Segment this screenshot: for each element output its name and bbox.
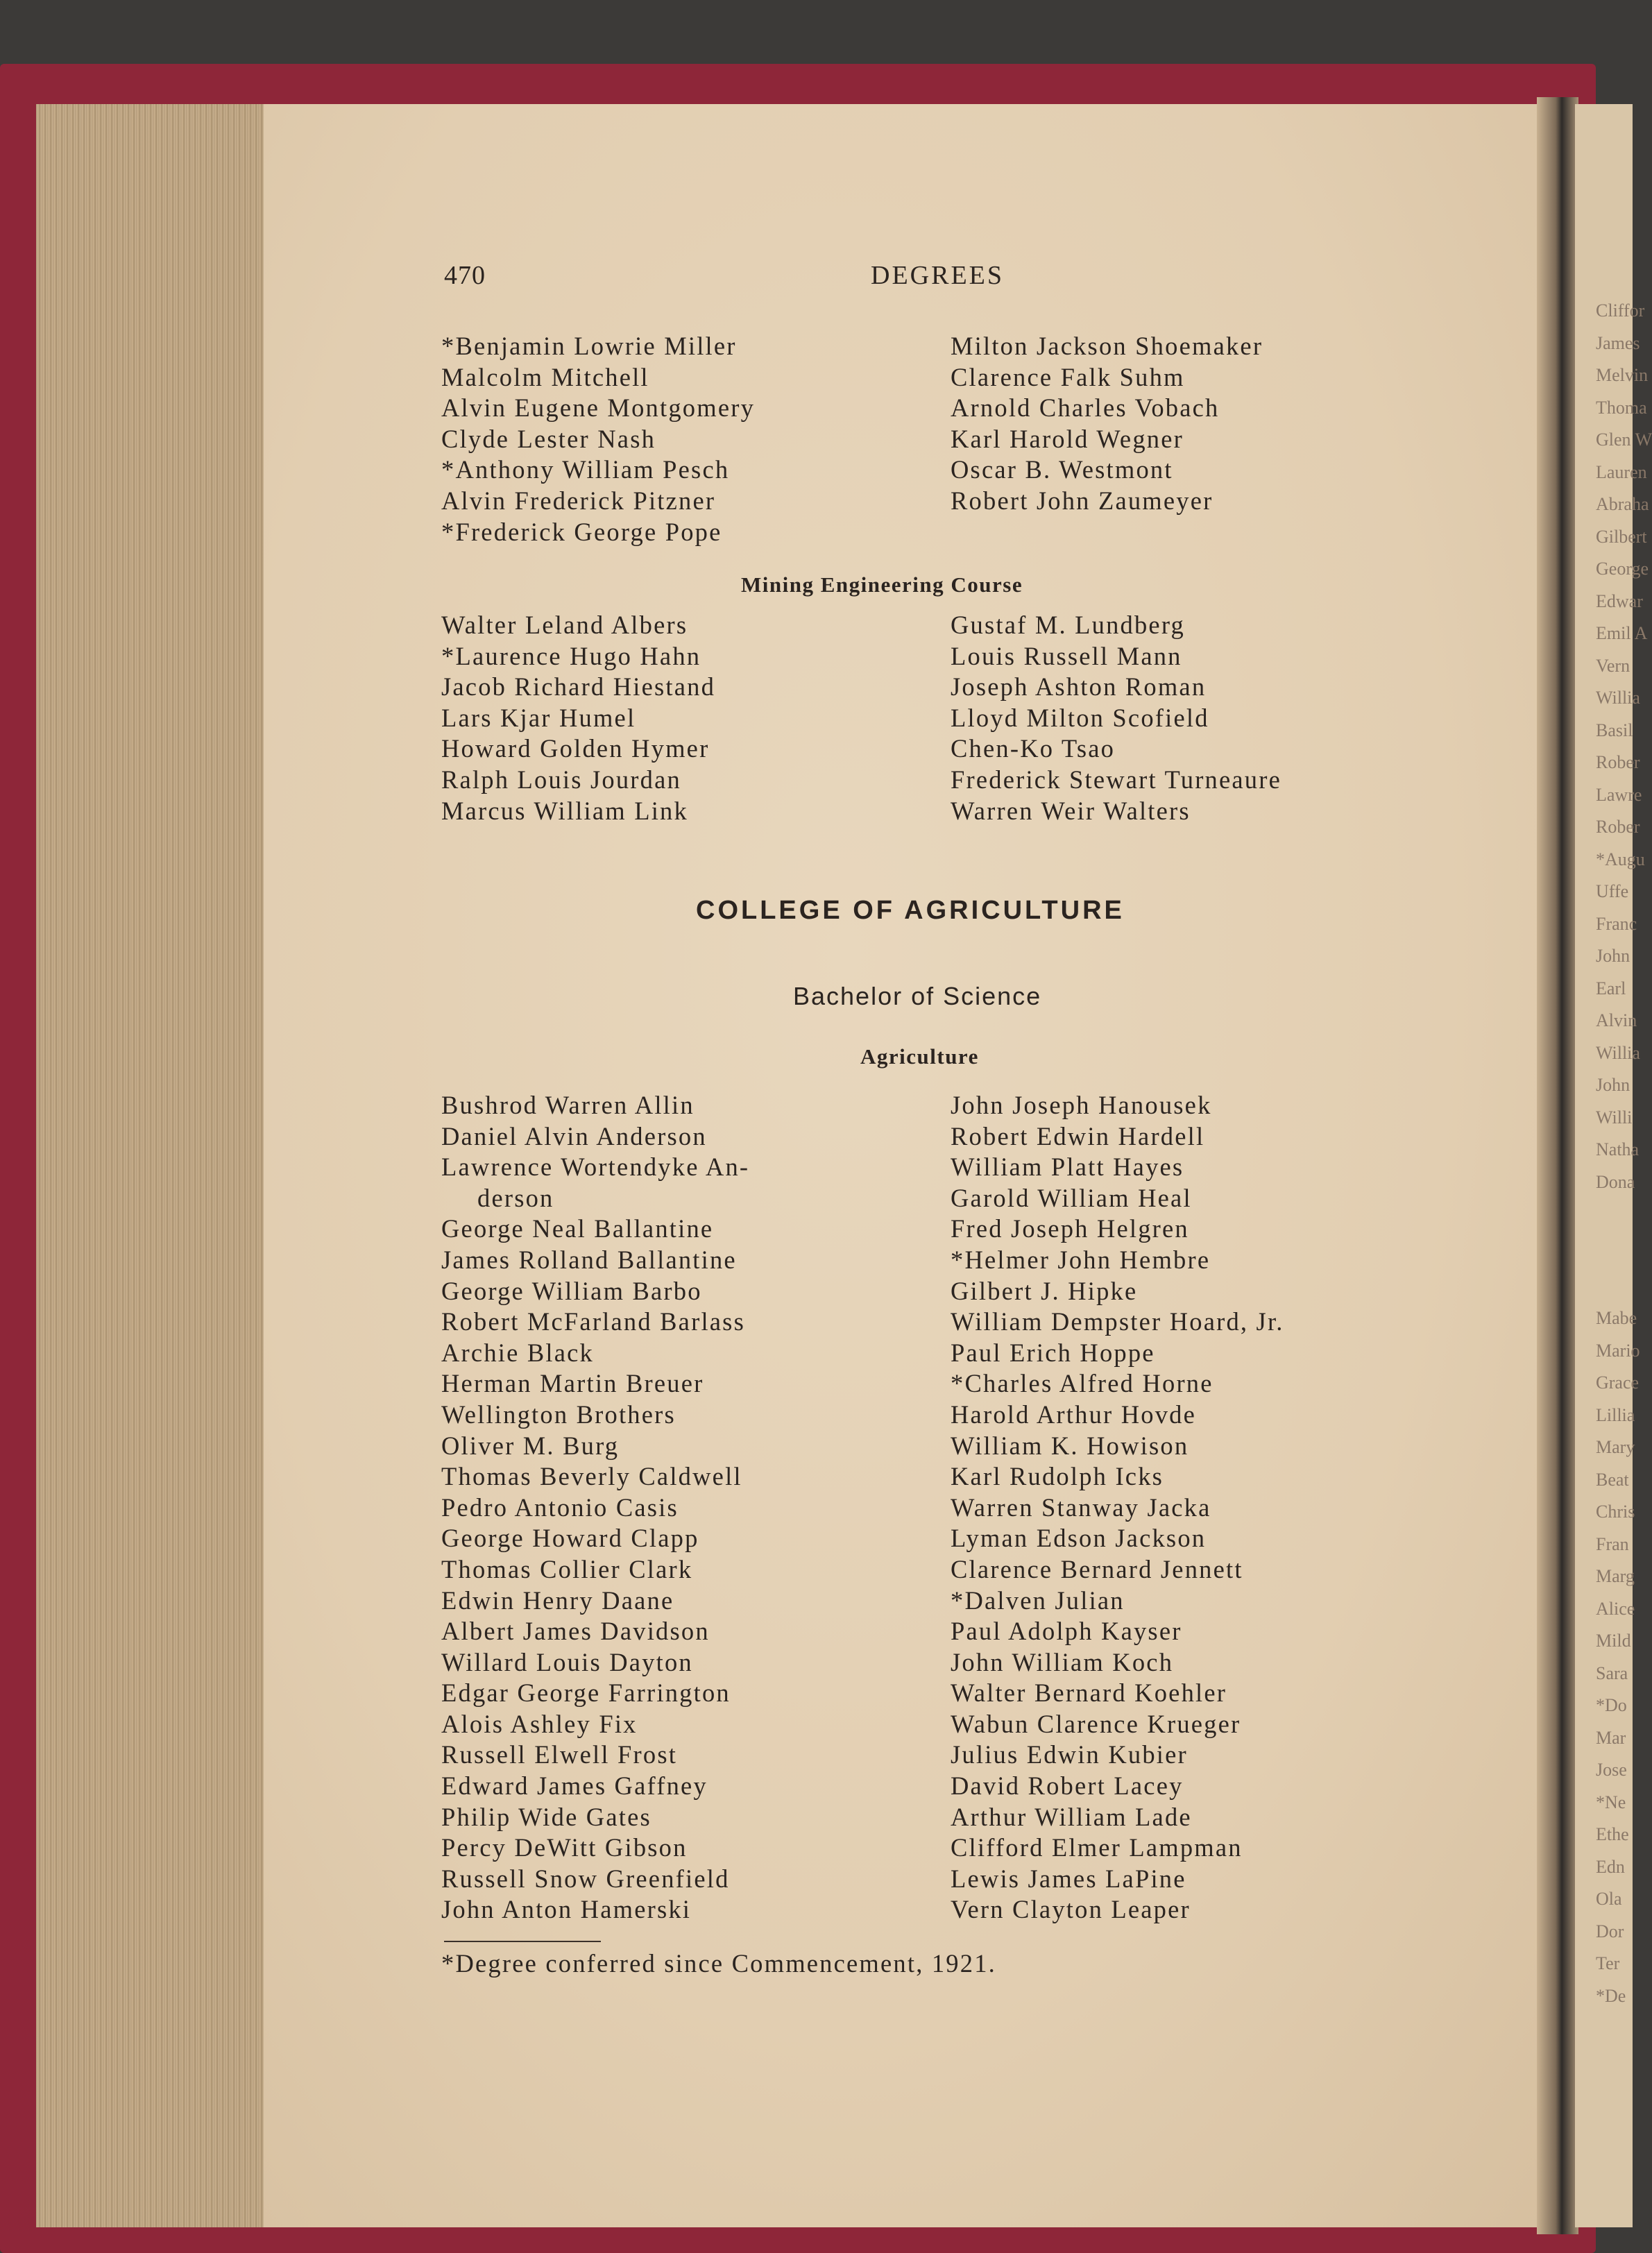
fragment-text: Alice [1596,1598,1635,1619]
fragment-text: Mabe [1596,1308,1637,1328]
fragment-text: Marg [1596,1566,1635,1586]
graduate-name: Wabun Clarence Krueger [951,1709,1241,1738]
fragment-text: Ter [1596,1953,1620,1973]
graduate-name: Walter Bernard Koehler [951,1678,1227,1708]
graduate-name: William K. Howison [951,1431,1189,1460]
degree-title: Bachelor of Science [793,982,1042,1010]
graduate-name: Frederick Stewart Turneaure [951,765,1282,794]
section-heading: Mining Engineering Course [741,572,1023,597]
graduate-name: Julius Edwin Kubier [951,1740,1188,1769]
fragment-text: John [1596,1075,1630,1095]
graduate-name: Milton Jackson Shoemaker [951,332,1263,360]
graduate-name: John Joseph Hanousek [951,1091,1212,1119]
graduate-name: Russell Elwell Frost [441,1740,678,1769]
graduate-name: Warren Weir Walters [951,796,1191,825]
fragment-text: John [1596,946,1630,966]
graduate-name: Oliver M. Burg [441,1431,620,1460]
graduate-name: Clifford Elmer Lampman [951,1833,1243,1862]
graduate-name: Lars Kjar Humel [441,703,636,732]
fragment-text: *Do [1596,1695,1627,1715]
graduate-name: John William Koch [951,1647,1174,1676]
name-column [441,610,715,826]
fragment-text: Cliffor [1596,300,1645,321]
fragment-text: Gilbert [1596,526,1647,547]
graduate-name: Lawrence Wortendyke An- [441,1153,750,1182]
fragment-text: Mario [1596,1340,1640,1361]
graduate-name: Lewis James LaPine [951,1864,1186,1893]
page-edges [36,104,273,2227]
fragment-text: Natha [1596,1139,1640,1159]
fragment-text: Abraha [1596,494,1649,514]
graduate-name: Garold William Heal [951,1183,1192,1212]
graduate-name: Warren Stanway Jacka [951,1493,1211,1522]
fragment-text: Emil A [1596,623,1648,643]
graduate-name: Joseph Ashton Roman [951,672,1207,702]
fragment-text: Willia [1596,1042,1640,1063]
graduate-name: Louis Russell Mann [951,641,1182,670]
graduate-name: *Dalven Julian [951,1585,1125,1615]
graduate-name: Ralph Louis Jourdan [441,765,681,794]
graduate-name: Alois Ashley Fix [441,1709,638,1738]
graduate-name: Marcus William Link [441,796,688,825]
graduate-name: *Helmer John Hembre [951,1245,1211,1274]
graduate-name: William Dempster Hoard, Jr. [951,1307,1284,1336]
fragment-text: James [1596,332,1640,353]
graduate-name: Clyde Lester Nash [441,424,656,453]
graduate-name: Philip Wide Gates [441,1802,652,1831]
graduate-name: Howard Golden Hymer [441,734,710,763]
footnote-rule [444,1941,601,1942]
fragment-text: Earl [1596,978,1626,998]
fragment-text: *De [1596,1985,1626,2006]
graduate-name: Gilbert J. Hipke [951,1276,1138,1305]
graduate-name: Robert John Zaumeyer [951,486,1214,515]
fragment-text: Grace [1596,1372,1640,1393]
graduate-name: Archie Black [441,1338,594,1367]
fragment-text: Mild [1596,1631,1631,1651]
page-number: 470 [444,261,486,290]
fragment-text: Dona [1596,1171,1635,1192]
fragment-text: Ethe [1596,1824,1629,1844]
fragment-text: Jose [1596,1760,1627,1780]
graduate-name: *Frederick George Pope [441,517,722,546]
fragment-text: Lillia [1596,1404,1635,1425]
fragment-text: Lauren [1596,461,1647,482]
running-head: DEGREES [871,261,1004,290]
fragment-text: Glen W [1596,430,1652,450]
fragment-text: Sara [1596,1663,1628,1683]
fragment-text: *Ne [1596,1792,1626,1812]
graduate-name: Herman Martin Breuer [441,1369,704,1398]
fragment-text: Beat [1596,1469,1629,1490]
fragment-text: Vern [1596,655,1630,676]
graduate-name: Lloyd Milton Scofield [951,703,1209,732]
fragment-text: Uffe [1596,881,1629,901]
graduate-name: Albert James Davidson [441,1617,710,1646]
fragment-text: Franc [1596,913,1637,934]
graduate-name: Jacob Richard Hiestand [441,672,716,702]
graduate-name: Clarence Bernard Jennett [951,1554,1243,1583]
graduate-name: *Charles Alfred Horne [951,1369,1214,1398]
graduate-name: James Rolland Ballantine [441,1245,737,1274]
graduate-name: Karl Rudolph Icks [951,1462,1164,1491]
fragment-text: Fran [1596,1533,1629,1554]
graduate-name: Pedro Antonio Casis [441,1493,679,1522]
graduate-name: Arthur William Lade [951,1802,1192,1831]
graduate-name: *Anthony William Pesch [441,455,730,484]
graduate-name: Gustaf M. Lundberg [951,611,1185,639]
graduate-name: Karl Harold Wegner [951,424,1184,453]
graduate-name: Paul Erich Hoppe [951,1338,1155,1367]
graduate-name: Paul Adolph Kayser [951,1617,1182,1646]
graduate-name: George Howard Clapp [441,1524,699,1553]
graduate-name: *Benjamin Lowrie Miller [441,332,737,360]
graduate-name: Malcolm Mitchell [441,362,649,391]
graduate-name: Bushrod Warren Allin [441,1091,695,1119]
graduate-name: Harold Arthur Hovde [951,1400,1197,1429]
graduate-name: Alvin Frederick Pitzner [441,486,716,515]
graduate-name: Clarence Falk Suhm [951,362,1185,391]
fragment-text: Ola [1596,1889,1622,1909]
graduate-name: Arnold Charles Vobach [951,393,1220,423]
graduate-name: Vern Clayton Leaper [951,1895,1191,1924]
next-page-fragment [1575,104,1652,2227]
graduate-name: Edwin Henry Daane [441,1585,674,1615]
graduate-name: Russell Snow Greenfield [441,1864,730,1893]
graduate-name: Thomas Beverly Caldwell [441,1462,742,1491]
book-gutter [1537,97,1578,2234]
graduate-name: Alvin Eugene Montgomery [441,393,756,423]
graduate-name: derson [477,1183,554,1212]
fragment-text: Rober [1596,817,1640,837]
name-column [951,1090,1284,1925]
name-column [951,610,1281,826]
footnote: *Degree conferred since Commencement, 1921. [441,1949,996,1978]
fragment-text: Willia [1596,688,1640,708]
fragment-text: Basil [1596,720,1633,740]
subsection-heading: Agriculture [860,1044,979,1069]
graduate-name: Wellington Brothers [441,1400,676,1429]
graduate-name: John Anton Hamerski [441,1895,692,1924]
graduate-name: Robert McFarland Barlass [441,1307,745,1336]
graduate-name: Edgar George Farrington [441,1678,731,1708]
fragment-text: Mar [1596,1727,1626,1748]
graduate-name: Lyman Edson Jackson [951,1524,1207,1553]
fragment-text: George [1596,559,1649,579]
fragment-text: Lawre [1596,784,1642,805]
graduate-name: Chen-Ko Tsao [951,734,1116,763]
fragment-text: *Augu [1596,849,1645,869]
college-title: COLLEGE OF AGRICULTURE [696,896,1125,925]
graduate-name: Fred Joseph Helgren [951,1214,1189,1243]
fragment-text: Chris [1596,1502,1635,1522]
graduate-name: Edward James Gaffney [441,1771,708,1801]
name-column [951,331,1263,517]
fragment-text: Dor [1596,1921,1624,1941]
fragment-text: Melvin [1596,365,1649,385]
graduate-name: Daniel Alvin Anderson [441,1121,707,1150]
fragment-text: Edn [1596,1856,1625,1877]
graduate-name: George Neal Ballantine [441,1214,714,1243]
name-column [441,1090,749,1925]
graduate-name: Oscar B. Westmont [951,455,1173,484]
graduate-name: William Platt Hayes [951,1153,1184,1182]
graduate-name: *Laurence Hugo Hahn [441,641,701,670]
fragment-text: Willi [1596,1107,1633,1128]
graduate-name: David Robert Lacey [951,1771,1184,1801]
fragment-text: Alvin [1596,1010,1637,1030]
graduate-name: Percy DeWitt Gibson [441,1833,688,1862]
name-column [441,331,755,547]
fragment-text: Thoma [1596,397,1647,418]
fragment-text: Mary [1596,1437,1635,1457]
fragment-text: Edwar [1596,590,1643,611]
graduate-name: Thomas Collier Clark [441,1554,693,1583]
fragment-text: Rober [1596,752,1640,772]
graduate-name: Robert Edwin Hardell [951,1121,1205,1150]
graduate-name: Willard Louis Dayton [441,1647,693,1676]
graduate-name: George William Barbo [441,1276,702,1305]
graduate-name: Walter Leland Albers [441,611,688,639]
